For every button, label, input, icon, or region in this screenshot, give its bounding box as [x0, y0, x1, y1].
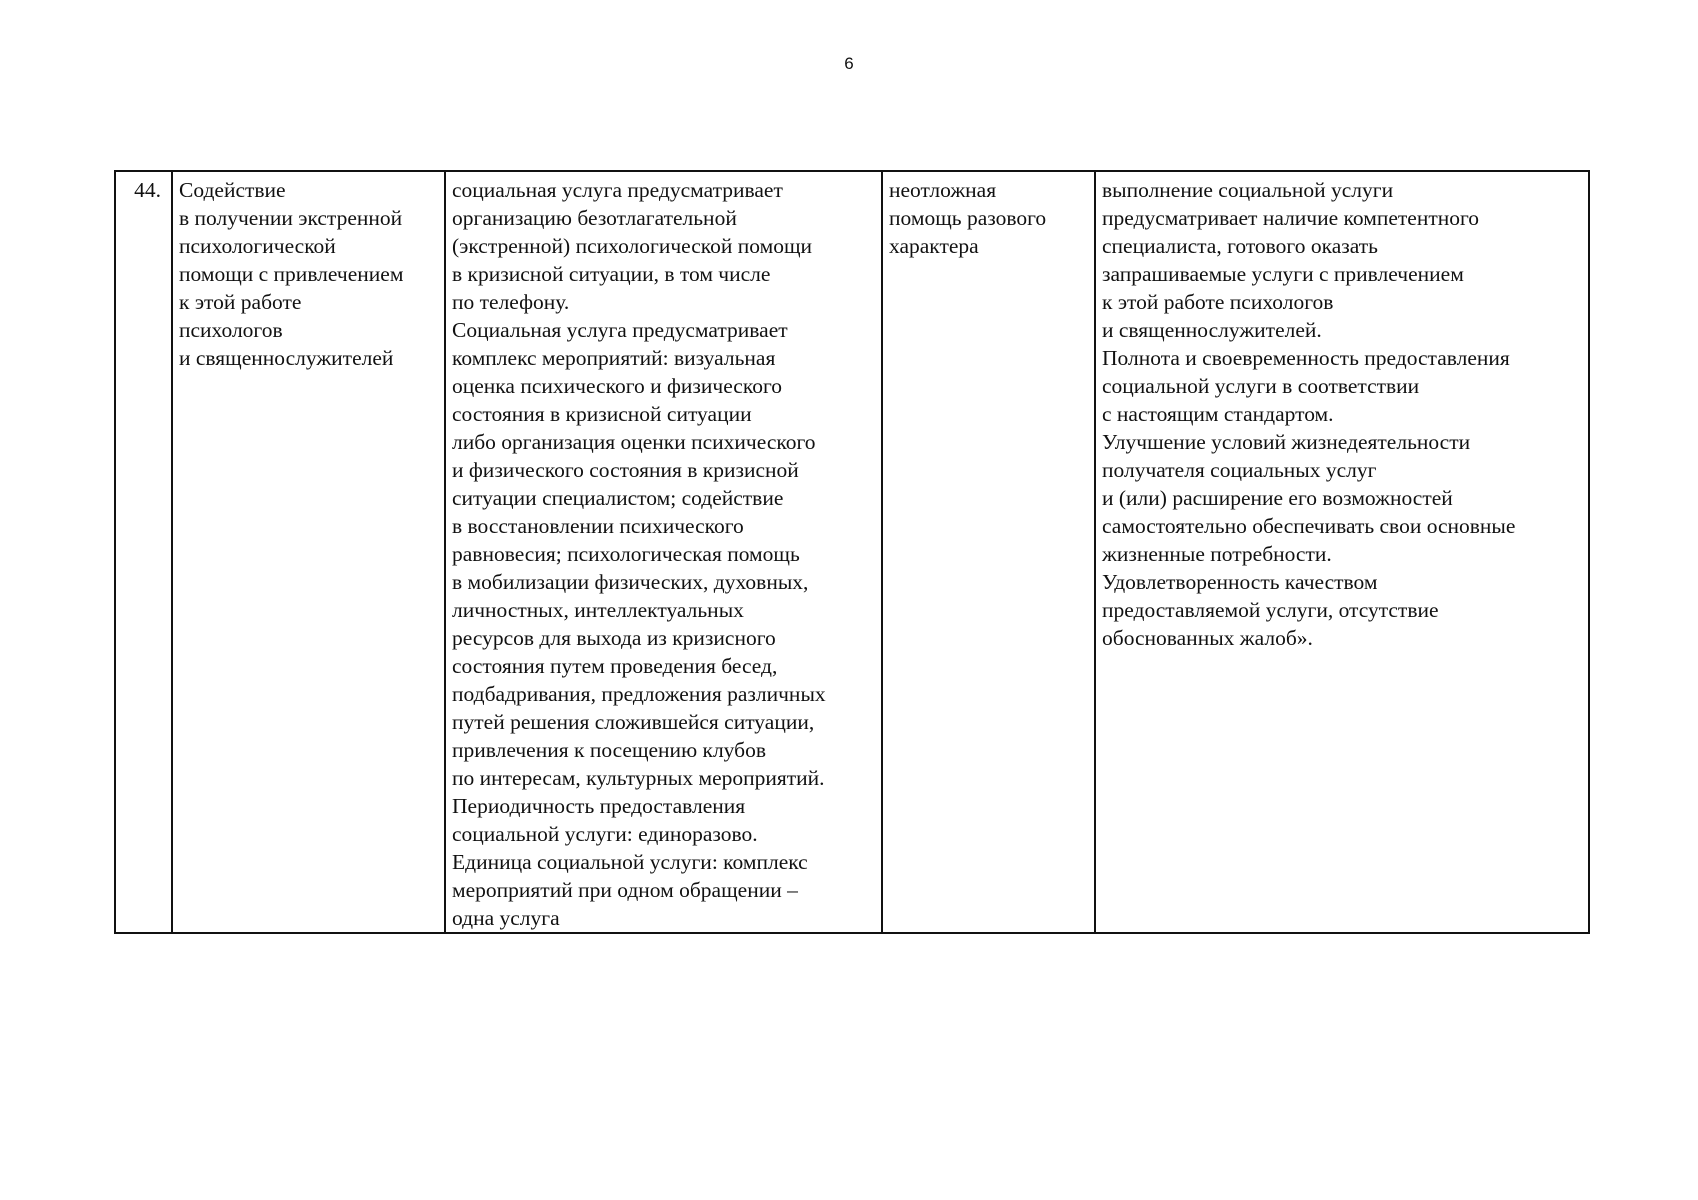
table-row: [115, 171, 1589, 933]
row-number-cell: 44.: [115, 171, 172, 933]
service-name-cell: Содействие в получении экстренной психологической помощи с привлечением к этой работе психологов и священнослужителей: [172, 171, 445, 933]
page-number: 6: [844, 54, 854, 73]
service-quality-cell: выполнение социальной услуги предусматривает наличие компетентного специалиста, готового оказать запрашиваемые услуги с привлечением к этой работе психологов и священнослужителей. Полнота и своевременность предоставления социальной услуги в соответствии с настоящим стандартом. Улучшение условий жизнедеятельности получателя социальных услуг и (или) расширение его возможностей самостоятельно обеспечивать свои основные жизненные потребности. Удовлетворенность качеством предоставляемой услуги, отсутствие обоснованных жалоб».: [1095, 171, 1589, 933]
service-timing-cell: неотложная помощь разового характера: [882, 171, 1095, 933]
service-standard-table: [114, 170, 1590, 934]
service-description-cell: социальная услуга предусматривает организацию безотлагательной (экстренной) психологической помощи в кризисной ситуации, в том числе по телефону. Социальная услуга предусматривает комплекс мероприятий: визуальная оценка психического и физического состояния в кризисной ситуации либо организация оценки психического и физического состояния в кризисной ситуации специалистом; содействие в восстановлении психического равновесия; психологическая помощь в мобилизации физических, духовных, личностных, интеллектуальных ресурсов для выхода из кризисного состояния путем проведения бесед, подбадривания, предложения различных путей решения сложившейся ситуации, привлечения к посещению клубов по интересам, культурных мероприятий. Периодичность предоставления социальной услуги: единоразово. Единица социальной услуги: комплекс мероприятий при одном обращении – одна услуга: [445, 171, 882, 933]
